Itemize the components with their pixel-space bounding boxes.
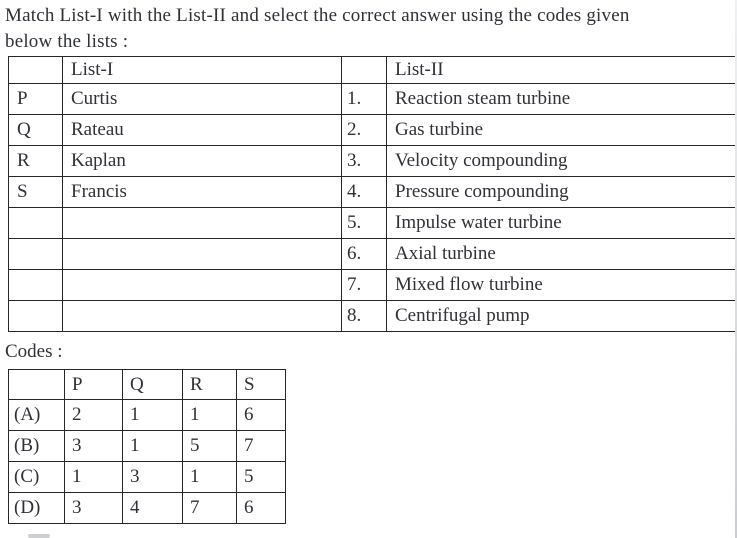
list1-key-cell xyxy=(9,208,63,239)
match-row xyxy=(9,177,737,208)
code-value: 4 xyxy=(123,493,183,524)
list1-item-cell: Francis xyxy=(63,177,342,208)
list2-num-cell: 4. xyxy=(342,177,387,208)
code-value: 7 xyxy=(237,431,286,462)
match-table xyxy=(8,56,737,332)
code-value: 5 xyxy=(237,462,286,493)
blank-cell xyxy=(342,57,387,84)
list2-num-cell: 8. xyxy=(342,301,387,332)
codes-col-r: R xyxy=(183,370,237,400)
code-value: 1 xyxy=(123,400,183,431)
list2-num-cell: 5. xyxy=(342,208,387,239)
codes-label: Codes : xyxy=(5,341,63,362)
match-table-header-row xyxy=(9,57,737,84)
code-value: 3 xyxy=(65,431,123,462)
list2-desc-cell: Velocity compounding xyxy=(387,146,737,177)
list2-desc-cell: Axial turbine xyxy=(387,239,737,270)
page-crop-artifact xyxy=(28,534,50,538)
list1-item-cell: Curtis xyxy=(63,84,342,115)
match-row xyxy=(9,270,737,301)
codes-row-b xyxy=(9,431,286,462)
match-row xyxy=(9,239,737,270)
match-row xyxy=(9,115,737,146)
code-value: 3 xyxy=(65,493,123,524)
match-row xyxy=(9,146,737,177)
list2-header: List-II xyxy=(387,57,737,84)
list1-item-cell: Kaplan xyxy=(63,146,342,177)
question-line-2: below the lists : xyxy=(5,31,129,52)
code-value: 1 xyxy=(65,462,123,493)
list2-desc-cell: Impulse water turbine xyxy=(387,208,737,239)
list1-key-cell: Q xyxy=(9,115,63,146)
match-row xyxy=(9,84,737,115)
question-line-1: Match List-I with the List-II and select the correct answer using the codes given xyxy=(5,5,630,26)
list1-header: List-I xyxy=(63,57,342,84)
list1-item-cell xyxy=(63,270,342,301)
match-row xyxy=(9,208,737,239)
codes-row-d xyxy=(9,493,286,524)
list1-key-cell xyxy=(9,301,63,332)
code-value: 1 xyxy=(183,400,237,431)
list1-key-cell xyxy=(9,239,63,270)
list2-desc-cell: Centrifugal pump xyxy=(387,301,737,332)
list1-key-cell xyxy=(9,270,63,301)
blank-cell xyxy=(9,57,63,84)
code-value: 2 xyxy=(65,400,123,431)
code-value: 5 xyxy=(183,431,237,462)
option-label: (A) xyxy=(9,400,65,431)
list2-num-cell: 2. xyxy=(342,115,387,146)
list2-desc-cell: Pressure compounding xyxy=(387,177,737,208)
match-row xyxy=(9,301,737,332)
code-value: 6 xyxy=(237,400,286,431)
option-label: (C) xyxy=(9,462,65,493)
list1-item-cell: Rateau xyxy=(63,115,342,146)
code-value: 1 xyxy=(123,431,183,462)
option-label: (D) xyxy=(9,493,65,524)
code-value: 7 xyxy=(183,493,237,524)
list2-num-cell: 7. xyxy=(342,270,387,301)
list1-key-cell: R xyxy=(9,146,63,177)
codes-col-p: P xyxy=(65,370,123,400)
codes-header-row xyxy=(9,370,286,400)
list2-num-cell: 6. xyxy=(342,239,387,270)
codes-table xyxy=(8,369,286,524)
list1-item-cell xyxy=(63,301,342,332)
list1-item-cell xyxy=(63,239,342,270)
list1-key-cell: S xyxy=(9,177,63,208)
code-value: 3 xyxy=(123,462,183,493)
list2-num-cell: 1. xyxy=(342,84,387,115)
list2-desc-cell: Gas turbine xyxy=(387,115,737,146)
list1-item-cell xyxy=(63,208,342,239)
list2-desc-cell: Reaction steam turbine xyxy=(387,84,737,115)
codes-col-s: S xyxy=(237,370,286,400)
option-label: (B) xyxy=(9,431,65,462)
codes-col-q: Q xyxy=(123,370,183,400)
list2-num-cell: 3. xyxy=(342,146,387,177)
code-value: 1 xyxy=(183,462,237,493)
codes-row-a xyxy=(9,400,286,431)
question-text xyxy=(5,3,731,55)
list2-desc-cell: Mixed flow turbine xyxy=(387,270,737,301)
list1-key-cell: P xyxy=(9,84,63,115)
code-value: 6 xyxy=(237,493,286,524)
blank-cell xyxy=(9,370,65,400)
codes-row-c xyxy=(9,462,286,493)
